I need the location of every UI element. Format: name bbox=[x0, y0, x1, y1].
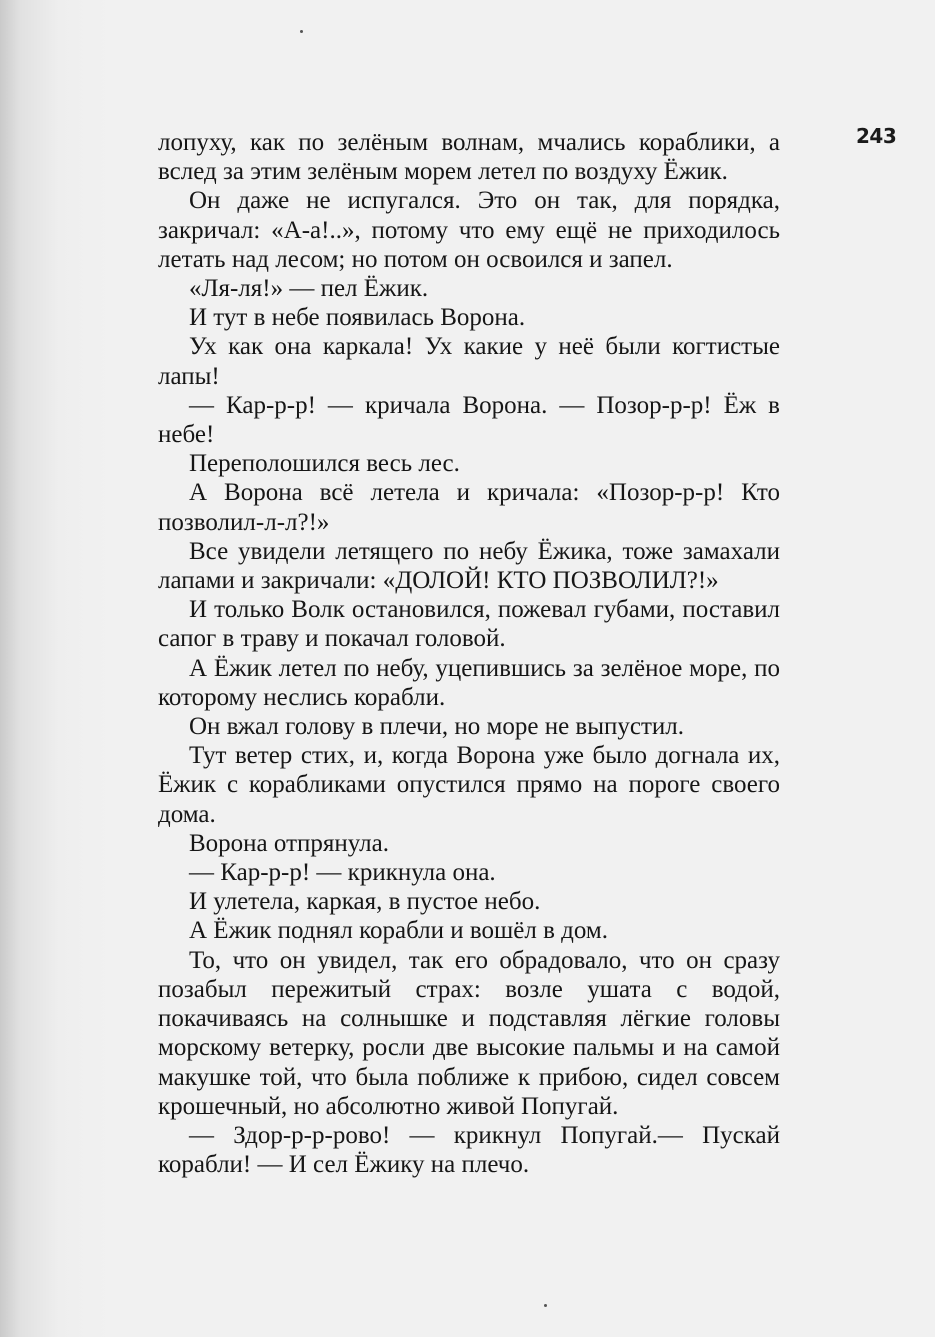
paragraph-15: — Кар-р-р! — крикнула она. bbox=[189, 859, 496, 887]
story-text bbox=[158, 128, 780, 1179]
paragraph-13: Тут ветер стих, и, когда Ворона уже было догнала их, Ёжик с корабликами опустился прямо на пороге своего дома. bbox=[158, 742, 780, 828]
paragraph-6: — Кар-р-р! — кричала Ворона. — Позор-р-р! Ёж в небе! bbox=[158, 391, 780, 449]
paragraph-1: лопуху, как по зелёным волнам, мчались кораблики, а вслед за этим зелёным морем летел по воздуху Ёжик. bbox=[158, 129, 780, 186]
paragraph-8: А Ворона всё летела и кричала: «Позор-р-р! Кто позволил-л-л?!» bbox=[158, 479, 780, 536]
paragraph-18: То, что он увидел, так его обрадовало, что он сразу позабыл пережитый страх: возле ушата с водой, покачиваясь на солнышке и подставляя лёгкие головы морскому ветерку, росли две высокие пальмы и на самой макушке той, что была поближе к прибою, сидел совсем крошечный, но абсолютно живой Попугай. bbox=[158, 946, 780, 1120]
paragraph-14: Ворона отпрянула. bbox=[189, 829, 389, 857]
paragraph-10: И только Волк остановился, пожевал губами, поставил сапог в траву и покачал головой. bbox=[158, 596, 780, 653]
paragraph-5: Ух как она каркала! Ух какие у неё были когтистые лапы! bbox=[158, 333, 780, 390]
page-number: 243 bbox=[856, 124, 897, 148]
paragraph-4: И тут в небе появилась Ворона. bbox=[189, 304, 526, 332]
paragraph-7: Переполошился весь лес. bbox=[189, 450, 460, 478]
paragraph-11: А Ёжик летел по небу, уцепившись за зелёное море, по которому неслись корабли. bbox=[158, 654, 780, 711]
paragraph-2: Он даже не испугался. Это он так, для порядка, закричал: «А-а!..», потому что ему ещё не приходилось летать над лесом; но потом он освоился и запел. bbox=[158, 187, 780, 273]
paragraph-3: «Ля-ля!» — пел Ёжик. bbox=[189, 275, 429, 303]
scan-speck bbox=[300, 30, 303, 33]
paragraph-12: Он вжал голову в плечи, но море не выпустил. bbox=[189, 713, 685, 741]
paragraph-9: Все увидели летящего по небу Ёжика, тоже замахали лапами и закричали: «ДОЛОЙ! КТО ПОЗВОЛИЛ?!» bbox=[158, 537, 780, 595]
scan-speck bbox=[544, 1304, 547, 1307]
paragraph-17: А Ёжик поднял корабли и вошёл в дом. bbox=[189, 917, 608, 945]
paragraph-16: И улетела, каркая, в пустое небо. bbox=[189, 888, 541, 916]
paragraph-19: — Здор-р-р-рово! — крикнул Попугай.— Пускай корабли! — И сел Ёжику на плечо. bbox=[158, 1121, 780, 1179]
